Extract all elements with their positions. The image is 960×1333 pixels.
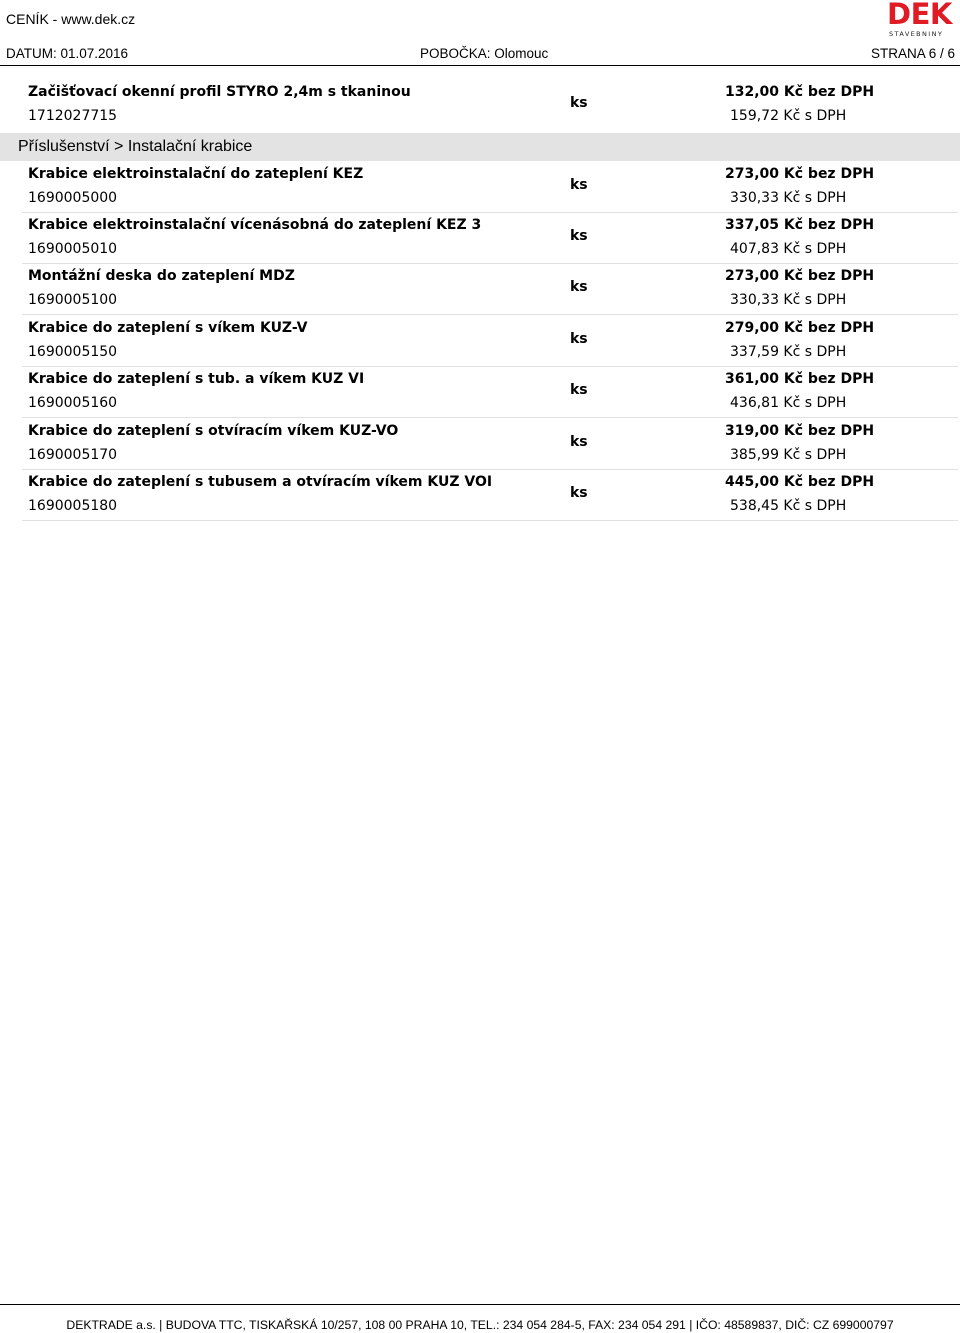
category-path: Příslušenství > Instalační krabice	[18, 138, 253, 155]
category-header	[0, 133, 960, 161]
price-with-vat: 538,45 Kč s DPH	[730, 498, 847, 514]
price-without-vat: 319,00 Kč bez DPH	[725, 423, 875, 439]
page-header	[0, 0, 960, 44]
product-name: Krabice do zateplení s tub. a víkem KUZ VI	[28, 371, 365, 387]
logo-main: DEK	[887, 0, 952, 31]
product-code: 1690005100	[28, 292, 118, 308]
product-code: 1690005010	[28, 241, 118, 257]
price-with-vat: 330,33 Kč s DPH	[730, 190, 847, 206]
company-footer: DEKTRADE a.s. | BUDOVA TTC, TISKAŘSKÁ 10/257, 108 00 PRAHA 10, TEL.: 234 054 284-5, FAX: 234 054 291 | IČO: 48589837, DIČ: CZ 699000797	[66, 1318, 894, 1332]
product-name: Krabice elektroinstalační vícenásobná do zateplení KEZ 3	[28, 217, 482, 233]
product-code: 1712027715	[28, 108, 118, 124]
page-number: STRANA 6 / 6	[870, 46, 955, 61]
product-name: Začišťovací okenní profil STYRO 2,4m s tkaninou	[28, 84, 411, 100]
price-without-vat: 273,00 Kč bez DPH	[725, 268, 875, 284]
price-with-vat: 385,99 Kč s DPH	[730, 447, 847, 463]
product-row	[22, 213, 958, 264]
product-unit: ks	[570, 331, 588, 347]
price-without-vat: 273,00 Kč bez DPH	[725, 166, 875, 182]
product-row	[22, 80, 958, 131]
product-code: 1690005160	[28, 395, 118, 411]
footer-divider	[0, 1304, 960, 1305]
product-code: 1690005150	[28, 344, 118, 360]
product-unit: ks	[570, 434, 588, 450]
price-without-vat: 445,00 Kč bez DPH	[725, 474, 875, 490]
product-code: 1690005180	[28, 498, 118, 514]
product-name: Montážní deska do zateplení MDZ	[28, 268, 295, 284]
product-unit: ks	[570, 279, 588, 295]
product-row	[22, 367, 958, 418]
product-row	[22, 419, 958, 470]
price-without-vat: 337,05 Kč bez DPH	[725, 217, 875, 233]
price-with-vat: 407,83 Kč s DPH	[730, 241, 847, 257]
product-row	[22, 470, 958, 521]
dek-logo	[887, 0, 955, 38]
logo-sub: STAVEBNINY	[889, 30, 944, 38]
product-row	[22, 316, 958, 367]
product-unit: ks	[570, 485, 588, 501]
product-unit: ks	[570, 177, 588, 193]
price-with-vat: 436,81 Kč s DPH	[730, 395, 847, 411]
price-with-vat: 159,72 Kč s DPH	[730, 108, 847, 124]
product-row	[22, 162, 958, 213]
price-without-vat: 132,00 Kč bez DPH	[725, 84, 875, 100]
product-code: 1690005000	[28, 190, 118, 206]
price-without-vat: 361,00 Kč bez DPH	[725, 371, 875, 387]
product-name: Krabice elektroinstalační do zateplení KEZ	[28, 166, 364, 182]
product-name: Krabice do zateplení s víkem KUZ-V	[28, 320, 308, 336]
price-with-vat: 337,59 Kč s DPH	[730, 344, 847, 360]
branch-label: POBOČKA: Olomouc	[420, 46, 549, 61]
date-label: DATUM: 01.07.2016	[6, 46, 129, 61]
product-name: Krabice do zateplení s otvíracím víkem KUZ-VO	[28, 423, 399, 439]
product-unit: ks	[570, 382, 588, 398]
product-name: Krabice do zateplení s tubusem a otvíracím víkem KUZ VOI	[28, 474, 493, 490]
product-code: 1690005170	[28, 447, 118, 463]
product-row	[22, 264, 958, 315]
price-with-vat: 330,33 Kč s DPH	[730, 292, 847, 308]
price-without-vat: 279,00 Kč bez DPH	[725, 320, 875, 336]
product-unit: ks	[570, 228, 588, 244]
product-unit: ks	[570, 95, 588, 111]
info-row	[0, 44, 960, 66]
site-title: CENÍK - www.dek.cz	[6, 11, 136, 27]
